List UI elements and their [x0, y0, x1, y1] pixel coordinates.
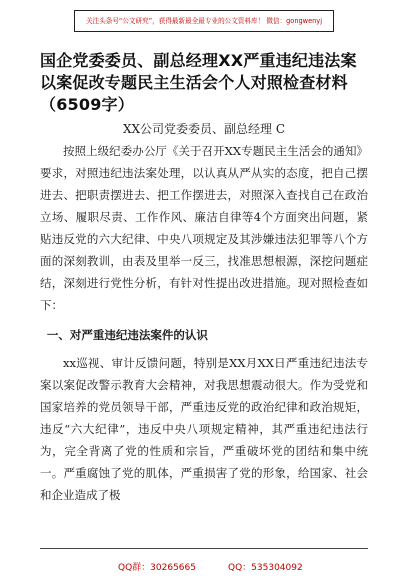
section-heading: 一、对严重违纪违法案件的认识: [46, 328, 208, 342]
document-title: 国企党委委员、副总经理XX严重违纪违法案以案促改专题民主生活会个人对照检查材料（6509字）: [40, 51, 357, 114]
banner-text: 关注头条号“公文研究”，获得最新最全最专业的公文资料库！ 微信：gongwenyj: [85, 17, 323, 25]
page-footer: [0, 548, 408, 576]
footer-qq-group: QQ群：30265665: [118, 563, 196, 573]
document-page: [40, 50, 368, 506]
footer-divider: [40, 548, 368, 549]
footer-qq-contact: QQ：535304092: [228, 563, 303, 573]
section-paragraph: xx巡视、审计反馈问题，特别是XX月XX日严重违纪违法专案以案促改警示教育大会精神，对我思想震动很大。作为受党和国家培养的党员领导干部，严重违反党的政治纪律和政治规矩，违反“六大纪律”，违反中央八项规定精神，其严重违纪违法行为，完全背离了党的性质和宗旨，严重破坏党的团结和集中统一。严重腐蚀了党的肌体，严重损害了党的形象，给国家、社会和企业造成了极: [40, 356, 368, 502]
document-subtitle: XX公司党委委员、副总经理 C: [122, 122, 286, 136]
header-banner: [74, 10, 334, 32]
intro-paragraph: 按照上级纪委办公厅《关于召开XX专题民主生活会的通知》要求，对照违纪违法案处理，以认真从严从实的态度，把自己摆进去、把职责摆进去、把工作摆进去，对照深入查找自己在政治立场、履职尽责、工作作风、廉洁自律等4个方面突出问题，紧贴违反党的六大纪律、中央八项规定及其涉嫌违法犯罪等八个方面的深刻教训，由表及里举一反三，找准思想根源，深挖问题症结，深刻进行党性分析，有针对性提出改进措施。现对照检查如下：: [40, 144, 368, 312]
